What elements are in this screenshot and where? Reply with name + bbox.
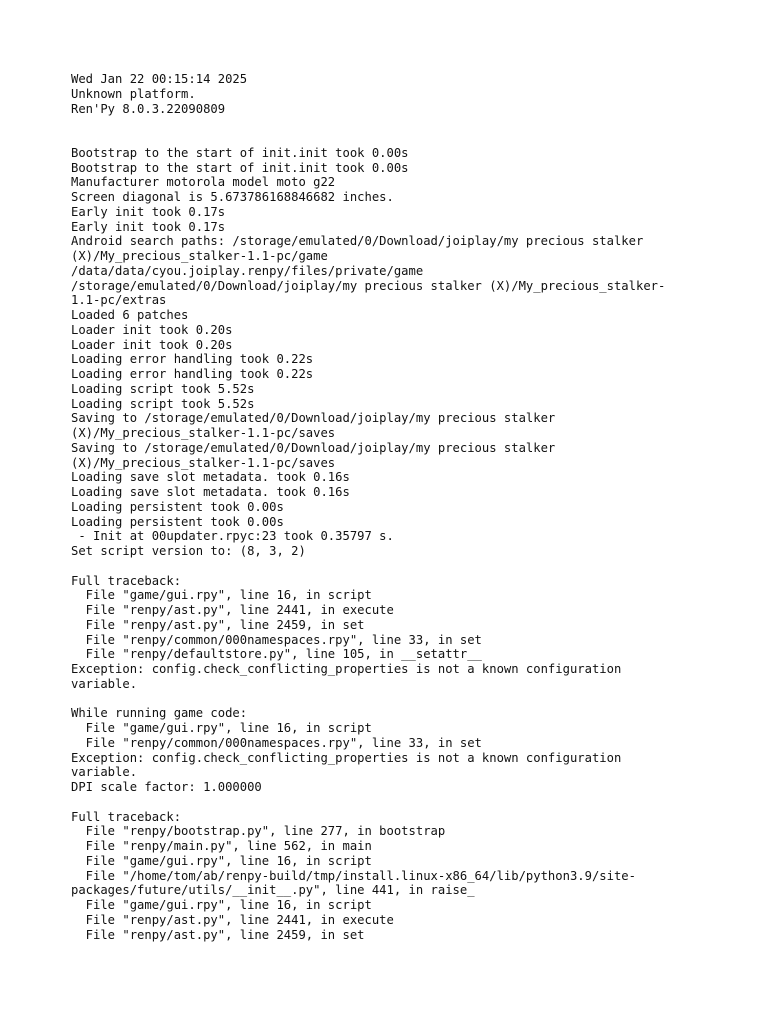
log-line: File "/home/tom/ab/renpy-build/tmp/install.linux-x86_64/lib/python3.9/site- bbox=[71, 868, 636, 883]
log-line: File "game/gui.rpy", line 16, in script bbox=[71, 853, 372, 868]
log-line: Loading script took 5.52s bbox=[71, 381, 255, 396]
log-line: Set script version to: (8, 3, 2) bbox=[71, 544, 306, 558]
log-line: /data/data/cyou.joiplay.renpy/files/private/game bbox=[71, 263, 424, 278]
log-line: File "renpy/common/000namespaces.rpy", line 33, in set bbox=[71, 735, 482, 750]
log-line: Bootstrap to the start of init.init took 0.00s bbox=[71, 145, 409, 160]
log-line: File "renpy/main.py", line 562, in main bbox=[71, 839, 372, 853]
log-line: Loading persistent took 0.00s bbox=[71, 514, 284, 529]
log-line: Early init took 0.17s bbox=[71, 219, 226, 234]
log-line: Loaded 6 patches bbox=[71, 308, 189, 322]
log-line bbox=[71, 116, 751, 131]
log-line: /storage/emulated/0/Download/joiplay/my precious stalker (X)/My_precious_stalker- bbox=[71, 278, 666, 293]
log-line: While running game code: bbox=[71, 706, 248, 721]
log-line: (X)/My_precious_stalker-1.1-pc/saves bbox=[71, 455, 336, 470]
log-line: - Init at 00updater.rpyc:23 took 0.35797 s. bbox=[71, 529, 394, 544]
log-line: 1.1-pc/extras bbox=[71, 293, 167, 308]
log-line: Android search paths: /storage/emulated/0/Download/joiplay/my precious stalker bbox=[71, 234, 644, 249]
log-line: Early init took 0.17s bbox=[71, 204, 226, 219]
log-line: File "renpy/ast.py", line 2459, in set bbox=[71, 927, 365, 942]
log-line: Unknown platform. bbox=[71, 86, 196, 101]
log-line bbox=[71, 692, 751, 707]
log-document bbox=[71, 72, 751, 942]
log-line: Loading save slot metadata. took 0.16s bbox=[71, 470, 350, 485]
log-line: Screen diagonal is 5.673786168846682 inches. bbox=[71, 190, 394, 204]
log-line bbox=[71, 131, 751, 146]
log-line: (X)/My_precious_stalker-1.1-pc/saves bbox=[71, 426, 336, 440]
log-line: File "renpy/common/000namespaces.rpy", line 33, in set bbox=[71, 632, 482, 647]
log-line: Saving to /storage/emulated/0/Download/joiplay/my precious stalker bbox=[71, 411, 556, 426]
log-line: Wed Jan 22 00:15:14 2025 bbox=[71, 72, 248, 86]
log-line: variable. bbox=[71, 765, 138, 780]
log-line: File "renpy/defaultstore.py", line 105, in __setattr__ bbox=[71, 647, 482, 662]
log-line: Loading persistent took 0.00s bbox=[71, 499, 284, 514]
log-line: File "game/gui.rpy", line 16, in script bbox=[71, 721, 372, 735]
log-line: Exception: config.check_conflicting_properties is not a known configuration bbox=[71, 662, 622, 676]
log-line: File "renpy/ast.py", line 2459, in set bbox=[71, 617, 365, 632]
log-line: Full traceback: bbox=[71, 573, 182, 588]
log-line: File "game/gui.rpy", line 16, in script bbox=[71, 588, 372, 603]
log-line: (X)/My_precious_stalker-1.1-pc/game bbox=[71, 249, 328, 263]
log-line: File "renpy/ast.py", line 2441, in execute bbox=[71, 912, 394, 927]
log-line: Full traceback: bbox=[71, 809, 182, 824]
log-line: Exception: config.check_conflicting_properties is not a known configuration bbox=[71, 750, 622, 765]
log-line: File "renpy/bootstrap.py", line 277, in bootstrap bbox=[71, 824, 446, 839]
log-line: File "game/gui.rpy", line 16, in script bbox=[71, 898, 372, 912]
log-line: Loading save slot metadata. took 0.16s bbox=[71, 485, 350, 499]
log-line: Loading script took 5.52s bbox=[71, 396, 255, 411]
log-line bbox=[71, 559, 751, 574]
log-line: Ren'Py 8.0.3.22090809 bbox=[71, 101, 226, 116]
log-line: Manufacturer motorola model moto g22 bbox=[71, 175, 336, 190]
log-line: File "renpy/ast.py", line 2441, in execute bbox=[71, 603, 394, 617]
log-line: packages/future/utils/__init__.py", line 441, in raise_ bbox=[71, 883, 475, 898]
log-line: variable. bbox=[71, 676, 138, 691]
log-line: Bootstrap to the start of init.init took 0.00s bbox=[71, 160, 409, 175]
log-line: Saving to /storage/emulated/0/Download/joiplay/my precious stalker bbox=[71, 440, 556, 455]
log-line bbox=[71, 795, 751, 810]
log-line: DPI scale factor: 1.000000 bbox=[71, 780, 262, 794]
log-line: Loader init took 0.20s bbox=[71, 322, 233, 337]
log-line: Loading error handling took 0.22s bbox=[71, 352, 314, 367]
log-line: Loader init took 0.20s bbox=[71, 337, 233, 352]
log-line: Loading error handling took 0.22s bbox=[71, 367, 314, 381]
